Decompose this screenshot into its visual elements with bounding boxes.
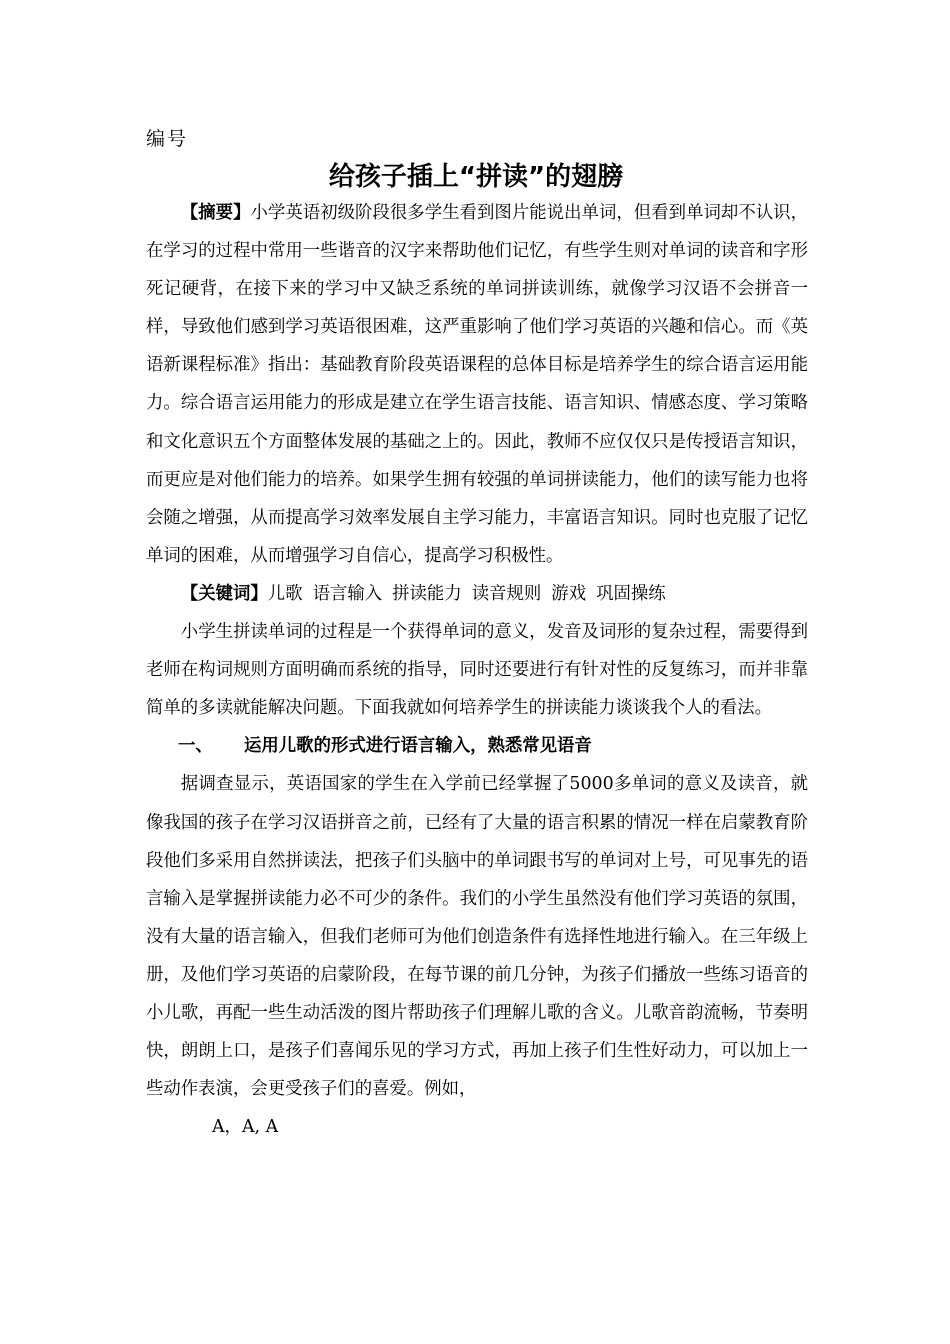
keywords-paragraph	[146, 575, 808, 613]
section-number: 一、	[178, 736, 213, 757]
keyword: 巩固操练	[596, 583, 666, 604]
keyword: 语言输入	[312, 583, 383, 604]
intro-paragraph: 小学生拼读单词的过程是一个获得单词的意义，发音及词形的复杂过程，需要得到老师在构词规则方面明确而系统的指导，同时还要进行有针对性的反复练习，而并非靠简单的多读就能解决问题。下面我就如何培养学生的拼读能力谈谈我个人的看法。	[146, 622, 808, 719]
section-paragraph: 据调查显示，英语国家的学生在入学前已经掌握了5000多单词的意义及读音，就像我国的孩子在学习汉语拼音之前，已经有了大量的语言积累的情况一样在启蒙教育阶段他们多采用自然拼读法，把孩子们头脑中的单词跟书写的单词对上号，可见事先的语言输入是掌握拼读能力必不可少的条件。我们的小学生虽然没有他们学习英语的氛围，没有大量的语言输入，但我们老师可为他们创造条件有选择性地进行输入。在三年级上册，及他们学习英语的启蒙阶段，在每节课的前几分钟，为孩子们播放一些练习语音的小儿歌，再配一些生动活泼的图片帮助孩子们理解儿歌的含义。儿歌音韵流畅，节奏明快，朗朗上口，是孩子们喜闻乐见的学习方式，再加上孩子们生性好动力，可以加上一些动作表演，会更受孩子们的喜爱。例如，	[146, 774, 808, 1100]
abstract-text: 小学英语初级阶段很多学生看到图片能说出单词，但看到单词却不认识，在学习的过程中常用一些谐音的汉字来帮助他们记忆，有些学生则对单词的读音和字形死记硬背，在接下来的学习中又缺乏系统的单词拼读训练，就像学习汉语不会拼音一样，导致他们感到学习英语很困难，这严重影响了他们学习英语的兴趣和信心。而《英语新课程标准》指出：基础教育阶段英语课程的总体目标是培养学生的综合语言运用能力。综合语言运用能力的形成是建立在学生语言技能、语言知识、情感态度、学习策略和文化意识五个方面整体发展的基础之上的。因此，教师不应仅仅只是传授语言知识，而更应是对他们能力的培养。如果学生拥有较强的单词拼读能力，他们的读写能力也将会随之增强，从而提高学习效率发展自主学习能力，丰富语言知识。同时也克服了记忆单词的困难，从而增强学习自信心，提高学习积极性。	[146, 203, 808, 566]
keyword: 儿歌	[267, 583, 303, 604]
keyword: 游戏	[551, 583, 587, 604]
section-heading-text: 运用儿歌的形式进行语言输入，熟悉常见语音	[244, 736, 592, 757]
keyword: 拼读能力	[392, 583, 462, 604]
abstract-label: 【摘要】	[180, 203, 251, 223]
keyword: 读音规则	[471, 583, 542, 604]
section-heading	[146, 727, 808, 765]
document-body	[146, 194, 808, 1146]
abstract-paragraph	[146, 194, 808, 575]
serial-number-label: 编号	[146, 128, 189, 150]
document-title: 给孩子插上“拼读”的翅膀	[328, 162, 624, 192]
verse-line: A，A, A	[212, 1117, 279, 1138]
keywords-label: 【关键词】	[180, 583, 268, 604]
